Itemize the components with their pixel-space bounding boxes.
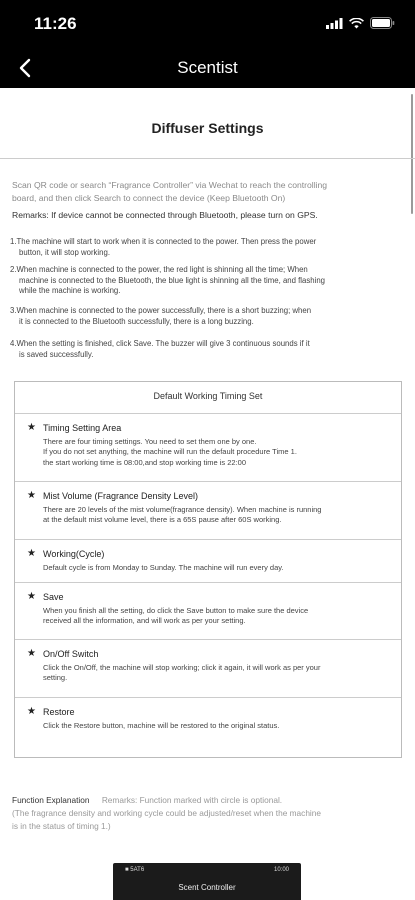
- section-mist-volume: [15, 481, 401, 539]
- section-save: [15, 582, 401, 639]
- section-on-off-switch: [15, 639, 401, 697]
- section-working-cycle: [15, 539, 401, 582]
- star-icon: ★: [27, 422, 36, 433]
- timing-box-title: Default Working Timing Set: [153, 391, 263, 401]
- function-note-line-2: is in the status of timing 1.): [12, 821, 111, 831]
- section-line: There are four timing settings. You need to set them one by one.: [43, 437, 257, 446]
- section-line: at the default mist volume level, there is a 65S pause after 60S working.: [43, 515, 282, 525]
- step-1: [10, 237, 402, 258]
- step-4: [10, 339, 402, 360]
- nav-title: Scentist: [177, 58, 238, 77]
- scrollbar[interactable]: [411, 94, 413, 214]
- section-line: Click the Restore button, machine will be restored to the original status.: [43, 721, 280, 730]
- star-icon: ★: [27, 706, 36, 717]
- document-content[interactable]: [0, 88, 415, 900]
- section-line: Default cycle is from Monday to Sunday. The machine will run every day.: [43, 563, 284, 572]
- section-body: [43, 505, 393, 526]
- section-restore: [15, 697, 401, 758]
- section-title: Working(Cycle): [43, 549, 105, 559]
- section-line: When you finish all the setting, do click the Save button to make sure the device: [43, 606, 309, 615]
- signal-icon: [326, 18, 343, 29]
- intro-line-2: board, and then click Search to connect the device (Keep Bluetooth On): [12, 193, 286, 203]
- screenshot-thumbnail: [113, 863, 301, 900]
- section-line: There are 20 levels of the mist volume(fragrance density). When machine is running: [43, 505, 322, 514]
- function-remarks: Remarks: Function marked with circle is optional.: [101, 795, 283, 805]
- remarks-text: Remarks: If device cannot be connected through Bluetooth, please turn on GPS.: [12, 210, 318, 220]
- step-4-line-1: 4.When the setting is finished, click Save. The buzzer will give 3 continuous sounds if it: [10, 339, 310, 348]
- thumbnail-title: Scent Controller: [178, 883, 236, 892]
- section-title: Timing Setting Area: [43, 423, 122, 433]
- status-bar: [0, 0, 415, 48]
- step-2-line-2: machine is connected to the Bluetooth, the blue light is shinning all the time, and flashing: [19, 275, 326, 285]
- section-line: setting.: [43, 673, 68, 683]
- section-body: [43, 606, 393, 627]
- section-timing-setting-area: [15, 413, 401, 481]
- thumbnail-status-left: ■ 5AT6: [125, 867, 145, 873]
- star-icon: ★: [27, 648, 36, 659]
- section-title: Save: [43, 592, 64, 602]
- thumbnail-status-right: 10:00: [273, 867, 289, 873]
- section-line: received all the information, and will work as per your setting.: [43, 616, 246, 626]
- function-label: Function Explanation: [12, 795, 90, 805]
- star-icon: ★: [27, 548, 36, 559]
- step-3-line-2: it is connected to the Bluetooth successfully, there is a long buzzing.: [19, 316, 254, 326]
- page-title: Diffuser Settings: [151, 120, 264, 136]
- section-body: [43, 721, 393, 731]
- battery-icon: [370, 17, 395, 29]
- section-body: [43, 563, 393, 573]
- title-divider: [0, 158, 415, 159]
- function-note-line-1: (The fragrance density and working cycle could be adjusted/reset when the machine: [12, 808, 322, 818]
- section-body: [43, 437, 393, 468]
- step-1-line-2: button, it will stop working.: [19, 247, 111, 257]
- section-title: Restore: [43, 707, 75, 717]
- section-body: [43, 663, 393, 684]
- step-3: [10, 306, 402, 327]
- step-2: [10, 265, 402, 297]
- star-icon: ★: [27, 490, 36, 501]
- step-3-line-1: 3.When machine is connected to the power successfully, there is a short buzzing; when: [10, 306, 312, 315]
- section-line: If you do not set anything, the machine will run the default procedure Time 1.: [43, 447, 297, 457]
- section-line: Click the On/Off, the machine will stop working; click it again, it will work as per your: [43, 663, 321, 672]
- section-line: the start working time is 08:00,and stop working time is 22:00: [43, 457, 247, 467]
- wifi-icon: [349, 18, 364, 29]
- section-title: On/Off Switch: [43, 649, 99, 659]
- status-icons: [326, 17, 395, 29]
- step-4-line-2: is saved successfully.: [19, 349, 94, 359]
- step-2-line-3: while the machine is working.: [19, 286, 121, 295]
- step-2-line-1: 2.When machine is connected to the power, the red light is shinning all the time; When: [10, 265, 308, 274]
- function-explanation: [12, 794, 408, 833]
- star-icon: ★: [27, 591, 36, 602]
- intro-line-1: Scan QR code or search “Fragrance Controller” via Wechat to reach the controlling: [12, 180, 328, 190]
- section-title: Mist Volume (Fragrance Density Level): [43, 491, 199, 501]
- status-time: 11:26: [34, 14, 77, 33]
- nav-bar: [0, 48, 415, 88]
- step-1-line-1: 1.The machine will start to work when it is connected to the power. Then press the power: [10, 237, 317, 246]
- default-timing-box: [14, 381, 402, 758]
